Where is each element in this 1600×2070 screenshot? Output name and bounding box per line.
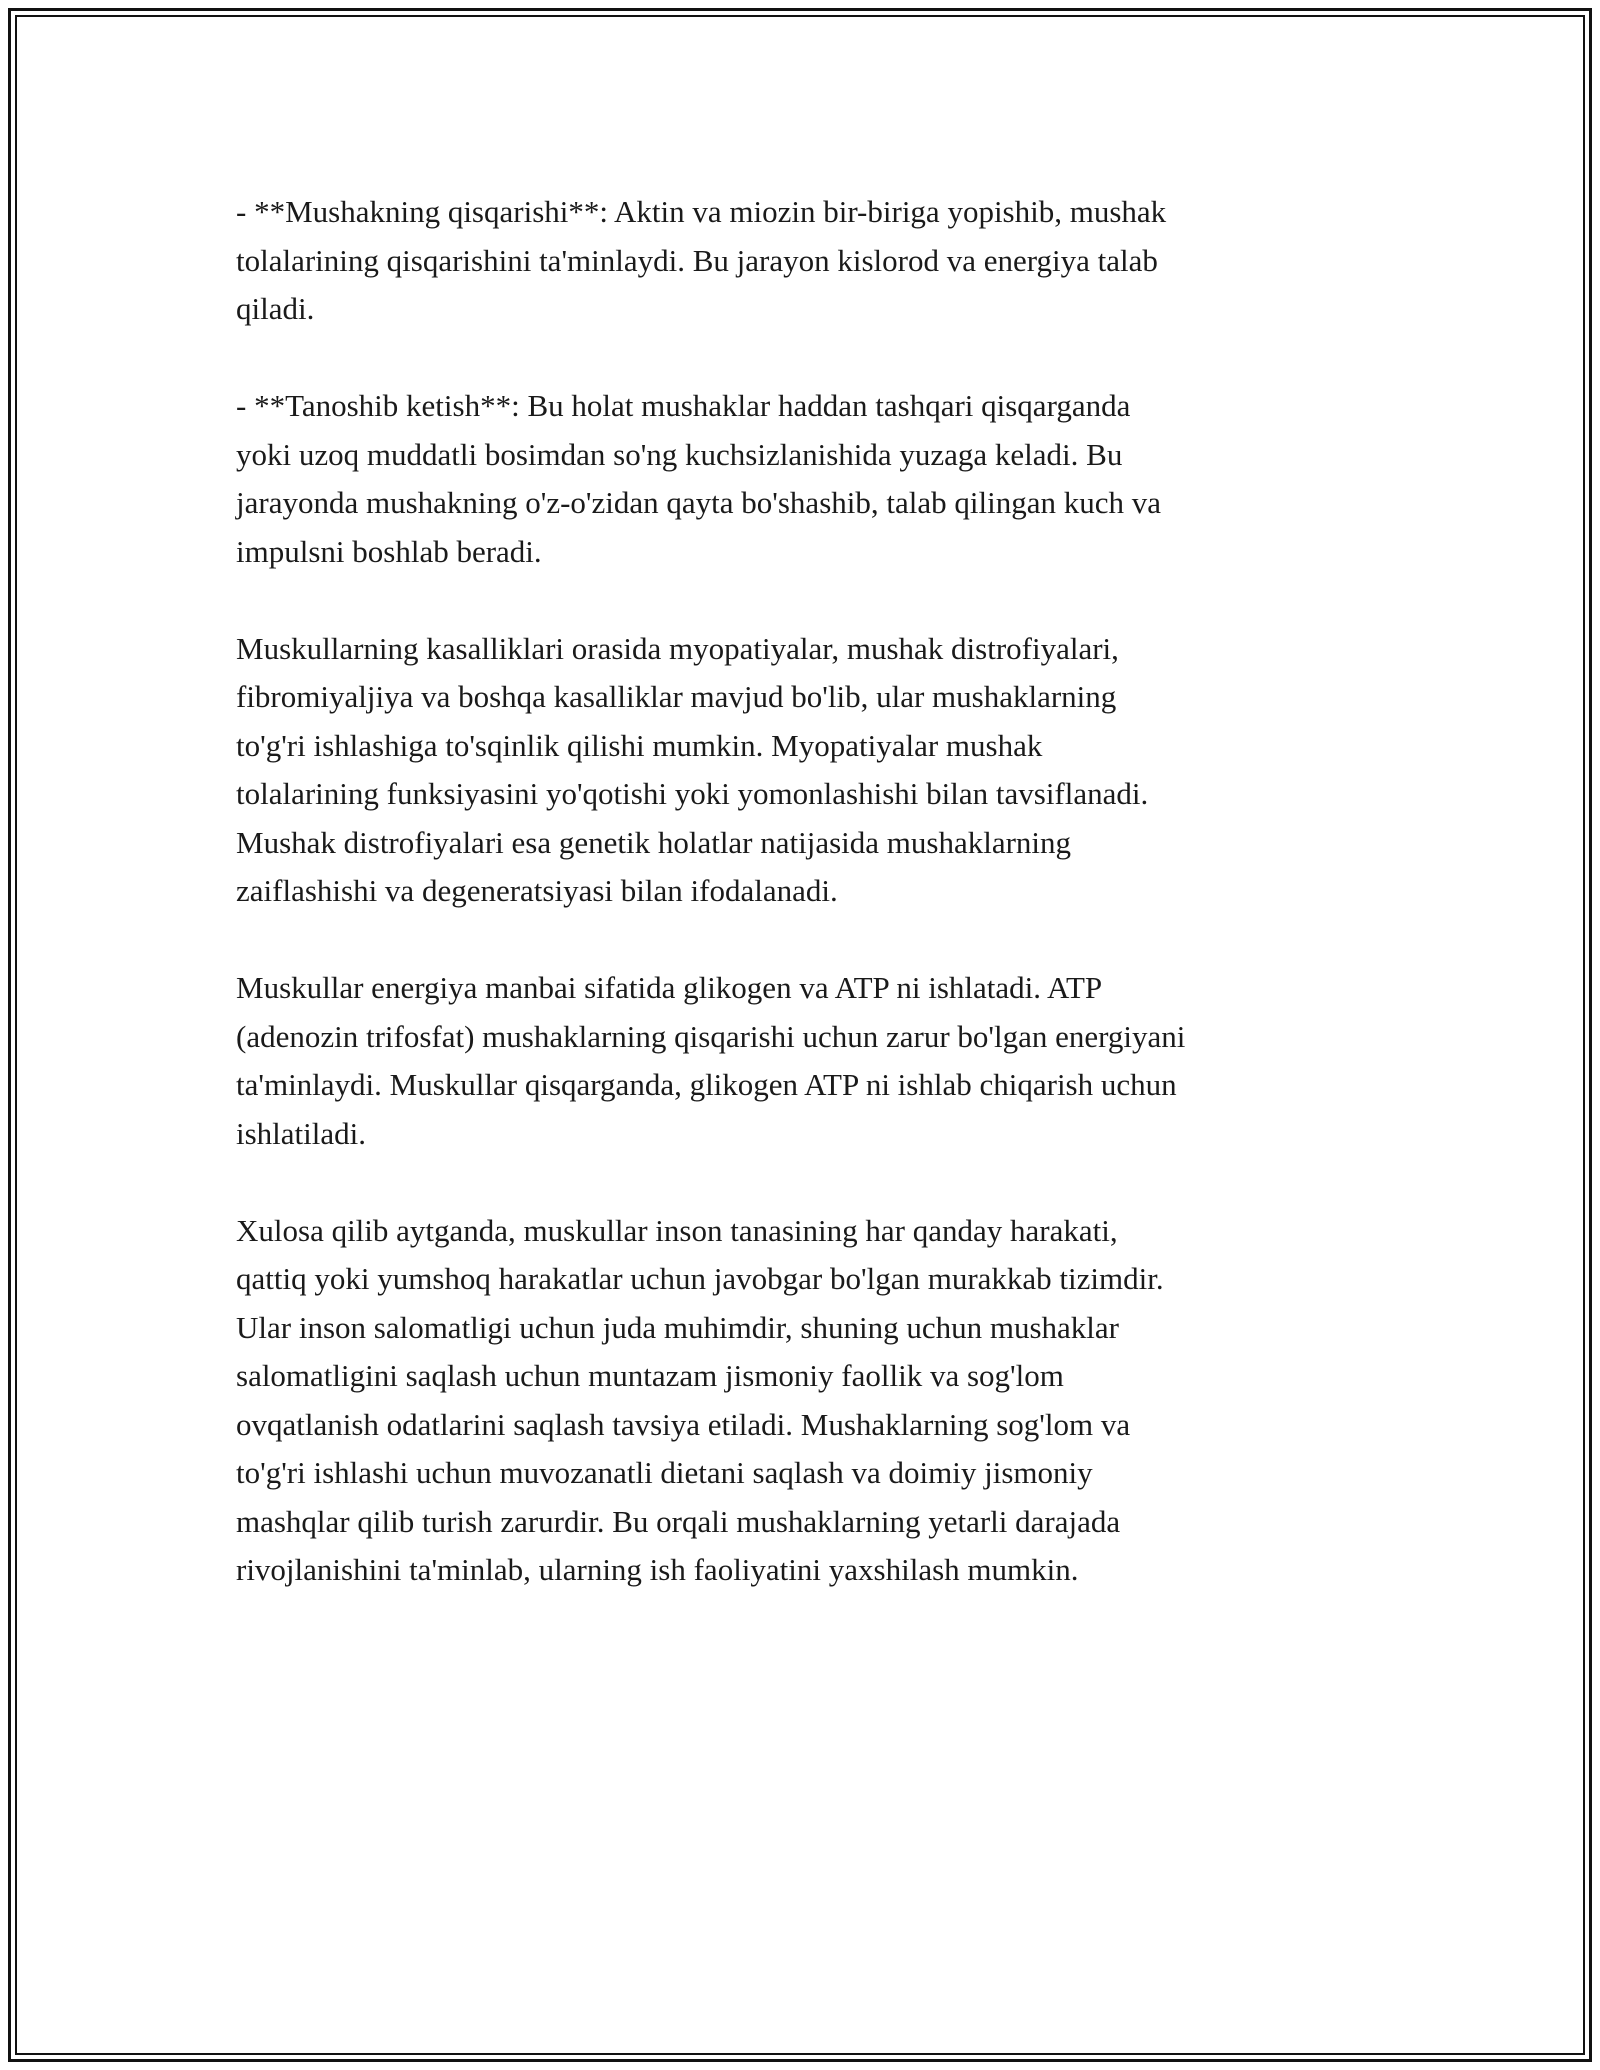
paragraph-conclusion: Xulosa qilib aytganda, muskullar inson tanasining har qanday harakati, qattiq yoki yumshoq harakatlar uchun javobgar bo'lgan murakkab tizimdir. Ular inson salomatligi uchun juda muhimdir, shuning uchun mushaklar salomatligini saqlash uchun muntazam jismoniy faollik va sog'lom ovqatlanish odatlarini saqlash tavsiya etiladi. Mushaklarning sog'lom va to'g'ri ishlashi uchun muvozanatli dietani saqlash va doimiy jismoniy mashqlar qilib turish zarurdir. Bu orqali mushaklarning yetarli darajada rivojlanishini ta'minlab, ularning ish faoliyatini yaxshilash mumkin. xyxy=(236,1212,1164,1587)
document-body xyxy=(236,188,1366,1643)
paragraph-muscle-diseases: Muskullarning kasalliklari orasida myopatiyalar, mushak distrofiyalari, fibromiyaljiya va boshqa kasalliklar mavjud bo'lib, ular mushaklarning to'g'ri ishlashiga to'sqinlik qilishi mumkin. Myopatiyalar mushak tolalarining funksiyasini yo'qotishi yoki yomonlashishi bilan tavsiflanadi. Mushak distrofiyalari esa genetik holatlar natijasida mushaklarning zaiflashishi va degeneratsiyasi bilan ifodalanadi. xyxy=(236,630,1149,908)
paragraph-relaxation: - **Tanoshib ketish**: Bu holat mushaklar haddan tashqari qisqarganda yoki uzoq muddatli bosimdan so'ng kuchsizlanishida yuzaga keladi. Bu jarayonda mushakning o'z-o'zidan qayta bo'shashib, talab qilingan kuch va impulsni boshlab beradi. xyxy=(236,388,1161,569)
paragraph-muscle-contraction: - **Mushakning qisqarishi**: Aktin va miozin bir-biriga yopishib, mushak tolalarining qisqarishini ta'minlaydi. Bu jarayon kislorod va energiya talab qiladi. xyxy=(236,194,1167,326)
paragraph-energy-source: Muskullar energiya manbai sifatida glikogen va ATP ni ishlatadi. ATP (adenozin trifosfat) mushaklarning qisqarishi uchun zarur bo'lgan energiyani ta'minlaydi. Muskullar qisqarganda, glikogen ATP ni ishlab chiqarish uchun ishlatiladi. xyxy=(236,970,1186,1151)
